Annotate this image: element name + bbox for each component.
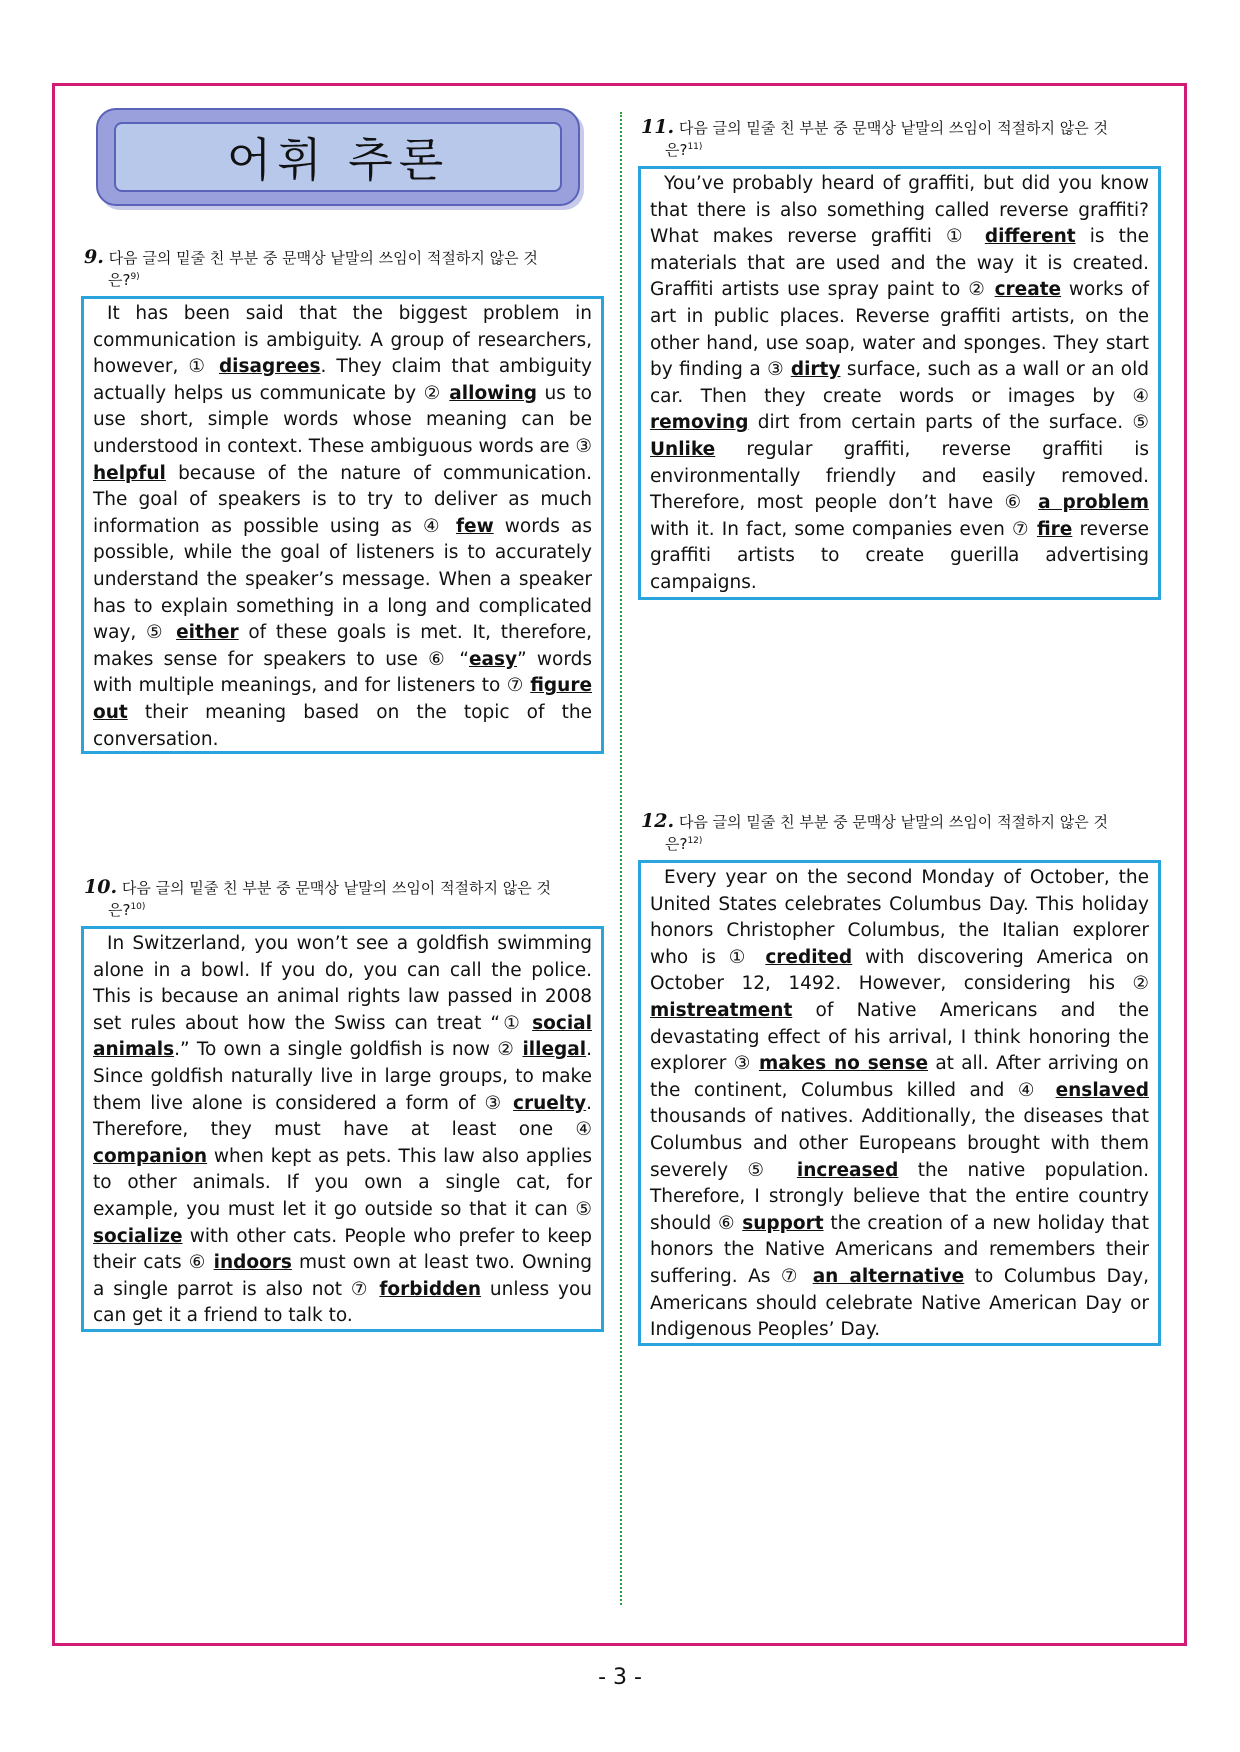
passage-text <box>93 931 592 1330</box>
question-12-prompt <box>641 812 1161 854</box>
footnote-ref: 10) <box>130 902 146 912</box>
passage-text <box>93 301 592 753</box>
underlined-word: few <box>455 515 494 537</box>
passage-segment: thousands of natives. Additionally, the diseases that Columbus and other Europeans brought with them severely ⑤ <box>650 1106 1149 1181</box>
question-9-prompt <box>84 248 604 290</box>
underlined-word: a problem <box>1038 492 1149 514</box>
question-number: 11. <box>641 116 675 138</box>
underlined-word: illegal <box>522 1039 587 1061</box>
passage-segment: of these goals is met. It, therefore, makes sense for speakers to use ⑥ “ <box>93 622 592 670</box>
underlined-word: support <box>742 1212 824 1234</box>
footnote-ref: 9) <box>130 272 140 282</box>
passage-segment: with other cats. People who prefer to keep their cats ⑥ <box>93 1225 592 1274</box>
underlined-word: different <box>984 226 1076 248</box>
underlined-word: create <box>994 279 1062 301</box>
question-number: 12. <box>641 810 675 832</box>
underlined-word: an alternative <box>812 1265 965 1287</box>
passage-segment: ” words with multiple meanings, and for listeners to ⑦ <box>93 648 592 697</box>
passage-segment: with it. In fact, some companies even ⑦ <box>650 518 1037 540</box>
underlined-word: dirty <box>790 359 841 381</box>
passage-segment: It has been said that the biggest problem in communication is ambiguity. A group of researchers, however, ① <box>93 303 592 378</box>
passage-segment: must own at least two. Owning a single parrot is also not ⑦ <box>93 1252 592 1300</box>
footnote-ref: 11) <box>687 142 703 152</box>
passage-segment: when kept as pets. This law also applies to other animals. If you own a single cat, for example, you must let it go outside so that it can ⑤ <box>93 1145 592 1220</box>
question-text: 다음 글의 밑줄 친 부분 중 문맥상 낱말의 쓰임이 적절하지 않은 것 <box>678 813 1109 831</box>
footnote-ref: 12) <box>687 836 703 846</box>
underlined-word: makes no sense <box>759 1053 929 1075</box>
passage-text <box>650 171 1149 597</box>
underlined-word: credited <box>765 946 853 968</box>
passage-segment: dirt from certain parts of the surface. ⑤ <box>748 412 1149 434</box>
question-11-prompt <box>641 118 1161 160</box>
underlined-word: enslaved <box>1055 1079 1149 1101</box>
passage-segment: . Therefore, they must have at least one ④ <box>93 1092 592 1141</box>
underlined-word: indoors <box>213 1252 292 1274</box>
passage-segment: Every year on the second Monday of October, the United States celebrates Columbus Day. This holiday honors Christopher Columbus, the Italian explorer who is ① <box>650 867 1149 968</box>
underlined-word: easy <box>468 648 518 670</box>
section-title: 어휘 추론 <box>226 133 450 187</box>
passage-segment: surface, such as a wall or an old car. Then they create words or images by ④ <box>650 359 1149 407</box>
passage-segment: is the materials that are used and the way it is created. Graffiti artists use spray paint to ② <box>650 226 1149 301</box>
column-divider <box>620 112 622 1605</box>
underlined-word: removing <box>650 412 749 434</box>
question-10-prompt <box>84 878 604 920</box>
passage-segment: You’ve probably heard of graffiti, but did you know that there is also something called reverse graffiti? What makes reverse graffiti ① <box>650 173 1149 248</box>
passage-segment: .” To own a single goldfish is now ② <box>174 1039 523 1061</box>
question-text-cont: 은? <box>108 271 131 289</box>
question-11-passage <box>638 166 1161 600</box>
passage-segment: to Columbus Day, Americans should celebrate Native American Day or Indigenous Peoples’ Day. <box>650 1265 1150 1341</box>
underlined-word: helpful <box>93 462 166 484</box>
page-number: - 3 - <box>598 1665 642 1690</box>
question-text-cont: 은? <box>108 901 131 919</box>
underlined-word: socialize <box>93 1225 183 1247</box>
underlined-word: allowing <box>449 382 538 404</box>
underlined-word: either <box>176 622 239 644</box>
passage-text <box>650 865 1149 1344</box>
underlined-word: figure out <box>93 675 592 723</box>
underlined-word: mistreatment <box>650 999 793 1021</box>
passage-segment: because of the nature of communication. The goal of speakers is to try to deliver as much information as possible using as ④ <box>93 462 592 537</box>
question-9-passage <box>81 296 604 754</box>
passage-segment: their meaning based on the topic of the conversation. <box>93 701 592 750</box>
underlined-word: forbidden <box>379 1278 482 1300</box>
passage-segment: unless you can get it a friend to talk to. <box>93 1278 592 1327</box>
underlined-word: increased <box>796 1159 899 1181</box>
passage-segment: . Since goldfish naturally live in large groups, to make them live alone is considered a form of ③ <box>93 1039 592 1114</box>
section-title-banner <box>96 108 580 206</box>
passage-segment: of Native Americans and the devastating effect of his arrival, I think honoring the explorer ③ <box>650 999 1149 1075</box>
passage-segment: with discovering America on October 12, 1492. However, considering his ② <box>650 946 1149 995</box>
passage-segment: In Switzerland, you won’t see a goldfish swimming alone in a bowl. If you do, you can call the police. This is because an animal rights law passed in 2008 set rules about how the Swiss can treat “① <box>93 933 592 1034</box>
passage-segment: words as possible, while the goal of listeners is to accurately understand the speaker’s message. When a speaker has to explain something in a long and complicated way, ⑤ <box>93 515 592 644</box>
passage-segment: the creation of a new holiday that honors the Native Americans and remembers their suffering. As ⑦ <box>650 1212 1149 1287</box>
question-12-passage <box>638 860 1161 1346</box>
question-text: 다음 글의 밑줄 친 부분 중 문맥상 낱말의 쓰임이 적절하지 않은 것 <box>108 249 538 267</box>
question-text-cont: 은? <box>665 141 688 159</box>
passage-segment: regular graffiti, reverse graffiti is environmentally friendly and easily removed. Therefore, most people don’t have ⑥ <box>650 438 1149 514</box>
passage-segment: . They claim that ambiguity actually helps us communicate by ② <box>93 356 592 404</box>
question-10-passage <box>81 926 604 1332</box>
question-text: 다음 글의 밑줄 친 부분 중 문맥상 낱말의 쓰임이 적절하지 않은 것 <box>678 119 1109 137</box>
passage-segment: works of art in public places. Reverse graffiti artists, on the other hand, use soap, water and sponges. They start by finding a ③ <box>650 279 1149 381</box>
underlined-word: social animals <box>93 1012 592 1061</box>
underlined-word: Unlike <box>650 438 716 460</box>
passage-segment: at all. After arriving on the continent, Columbus killed and ④ <box>650 1053 1149 1101</box>
passage-segment: reverse graffiti artists to create guerilla advertising campaigns. <box>650 518 1150 593</box>
underlined-word: fire <box>1036 518 1073 540</box>
section-title-panel <box>114 122 562 192</box>
question-number: 9. <box>84 246 104 268</box>
underlined-word: cruelty <box>513 1092 587 1114</box>
passage-segment: the native population. Therefore, I strongly believe that the entire country should ⑥ <box>650 1159 1149 1234</box>
passage-segment: us to use short, simple words whose meaning can be understood in context. These ambiguous words are ③ <box>93 382 592 457</box>
underlined-word: disagrees <box>218 356 321 378</box>
question-text-cont: 은? <box>665 835 688 853</box>
question-number: 10. <box>84 876 118 898</box>
question-text: 다음 글의 밑줄 친 부분 중 문맥상 낱말의 쓰임이 적절하지 않은 것 <box>121 879 552 897</box>
underlined-word: companion <box>93 1145 208 1167</box>
